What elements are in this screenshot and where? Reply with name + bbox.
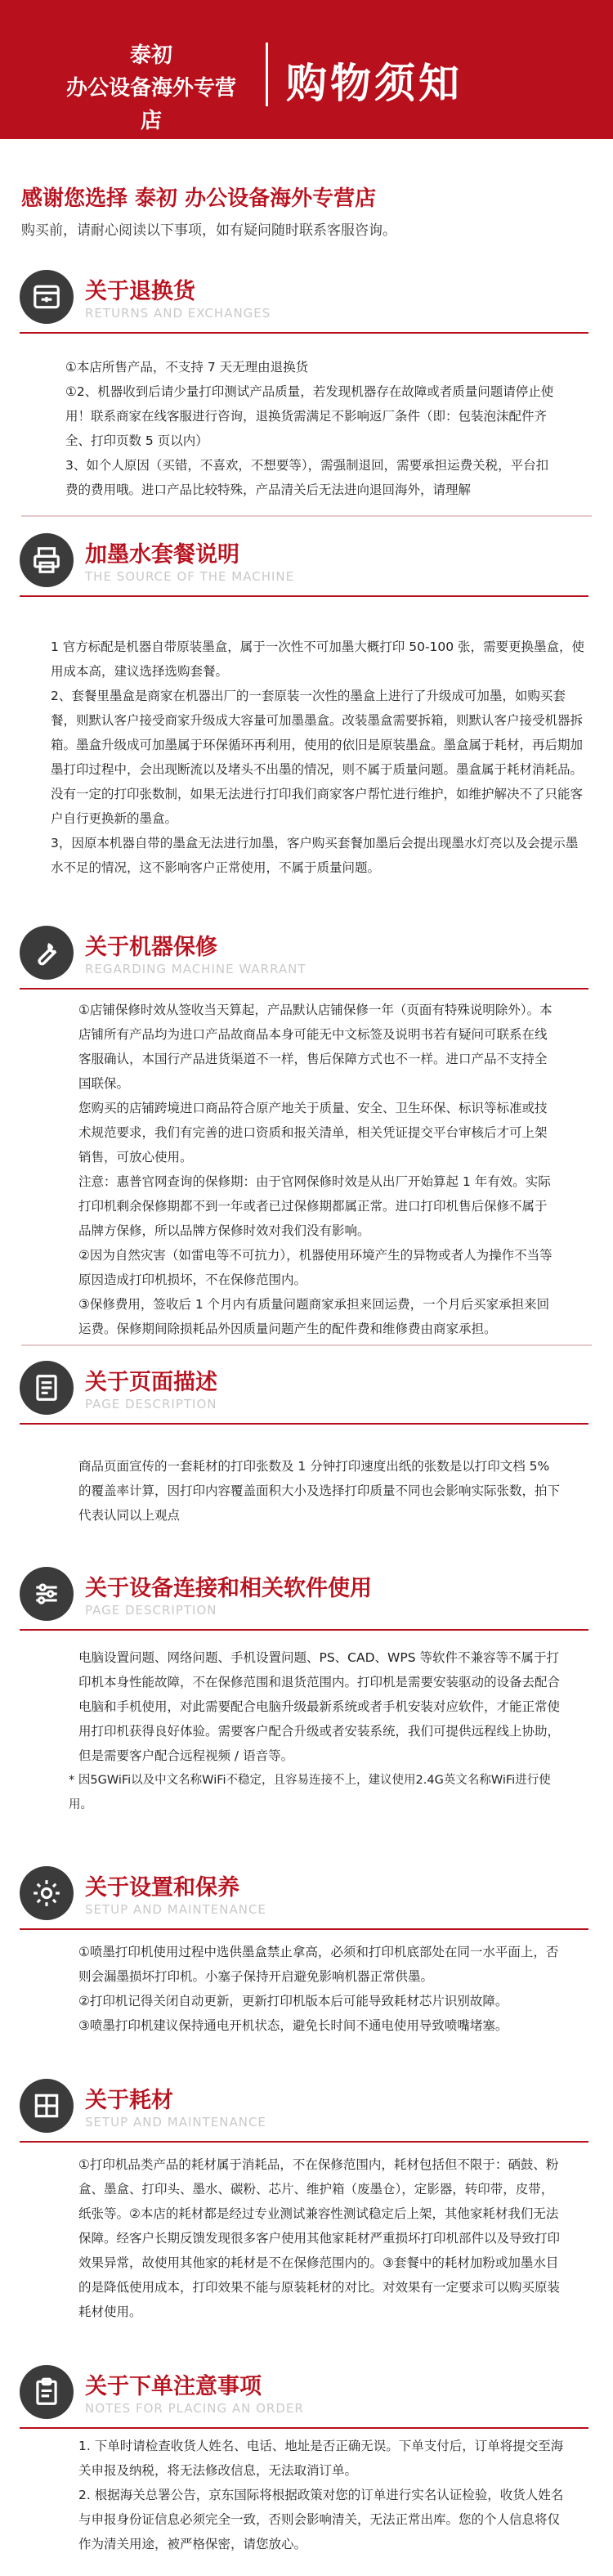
section-setup [0, 1856, 613, 2038]
clipboard-icon [20, 2365, 74, 2419]
printer-icon [20, 533, 74, 587]
store-name [57, 39, 245, 137]
section-separator [21, 1344, 592, 1346]
page-title: 购物须知 [286, 60, 463, 107]
section-order-notes [0, 2355, 613, 2556]
section-title: 关于设置和保养 [85, 1875, 239, 1901]
paragraph: 2、套餐里墨盒是商家在机器出厂的一套原装一次性的墨盒上进行了升级成可加墨，如购买套餐，则默认客户接受商家升级成大容量可加墨墨盒。改装墨盒需要拆箱，则默认客户接受机器拆箱。墨盒升级成可加墨属于环保循环再利用，使用的依旧是原装墨盒。墨盒属于耗材，再后期加墨打印过程中，会出现断流以及堵头不出墨的情况，则不属于质量问题。墨盒属于耗材消耗品。没有一定的打印张数制，如果无法进行打印我们商家客户帮忙进行维护，如维护解决不了只能客户自行更换新的墨盒。 [51, 689, 584, 826]
section-rule [82, 2427, 588, 2429]
paragraph: ②因为自然灾害（如雷电等不可抗力），机器使用环境产生的异物或者人为操作不当等原因造成打印机损坏，不在保修范围内。 [78, 1248, 553, 1287]
paragraph: 2. 根据海关总署公告，京东国际将根据政策对您的订单进行实名认证检验，收货人姓名与申报身份证信息必须完全一致，否则会影响清关，无法正常出库。您的个人信息将仅作为清关用途，被严格保密，请您放心。 [78, 2488, 564, 2551]
paragraph: ③保修费用，签收后 1 个月内有质量问题商家承担来回运费，一个月后买家承担来回运费。保修期间除损耗品外因质量问题产生的配件费和维修费由商家承担。 [78, 1297, 550, 1336]
section-subtitle: SETUP AND MAINTENANCE [85, 2115, 266, 2129]
section-subtitle: SETUP AND MAINTENANCE [85, 1902, 266, 1917]
section-connection [0, 1557, 613, 1817]
section-header [0, 1351, 613, 1425]
section-header [0, 1856, 613, 1930]
sliders-icon [20, 1567, 74, 1621]
section-body [0, 597, 613, 880]
paragraph: 3，因原本机器自带的墨盒无法进行加墨，客户购买套餐加墨后会提出现墨水灯亮以及会提示墨水不足的情况，这不影响客户正常使用，不属于质量问题。 [51, 836, 579, 875]
paragraph: ①店铺保修时效从签收当天算起，产品默认店铺保修一年（页面有特殊说明除外）。本店铺所有产品均为进口产品故商品本身可能无中文标签及说明书若有疑问可联系在线客服确认，本国行产品进货渠道不一样，售后保障方式也不一样。进口产品不支持全国联保。 [78, 1003, 553, 1091]
section-title: 关于机器保修 [85, 935, 217, 960]
wrench-icon [20, 926, 74, 980]
section-subtitle: NOTES FOR PLACING AN ORDER [85, 2401, 304, 2416]
section-rule [82, 1629, 588, 1631]
section-title: 关于页面描述 [85, 1370, 217, 1395]
section-body [0, 334, 613, 502]
section-rule [82, 595, 588, 597]
section-title: 关于退换货 [85, 279, 195, 304]
section-consumables [0, 2069, 613, 2324]
section-subtitle: PAGE DESCRIPTION [85, 1603, 217, 1618]
section-rule [82, 332, 588, 334]
section-header [0, 523, 613, 597]
section-rule [82, 1928, 588, 1930]
section-subtitle: RETURNS AND EXCHANGES [85, 306, 271, 321]
document-icon [20, 1361, 74, 1415]
grid-icon [20, 2079, 74, 2133]
section-page-description [0, 1351, 613, 1528]
section-header [0, 1557, 613, 1631]
paragraph: ①2、机器收到后请少量打印测试产品质量，若发现机器存在故障或者质量问题请停止使用！联系商家在线客服进行咨询，退换货需满足不影响返厂条件（即：包装泡沫配件齐全、打印页数 5 页以内） [65, 384, 554, 448]
section-body [0, 2143, 613, 2324]
store-name-line1: 泰初 [129, 43, 172, 68]
section-title: 关于下单注意事项 [85, 2374, 262, 2399]
section-subtitle: PAGE DESCRIPTION [85, 1397, 217, 1411]
paragraph: ①打印机品类产品的耗材属于消耗品，不在保修范围内，耗材包括但不限于：硒鼓、粉盒、墨盒、打印头、墨水、碳粉、芯片、维护箱（废墨仓），定影器，转印带，皮带，纸张等。②本店的耗材都是经过专业测试兼容性测试稳定后上架，其他家耗材我们无法保障。经客户长期反馈发现很多客户使用其他家耗材严重损坏打印机部件以及导致打印效果异常，故使用其他家的耗材是不在保修范围内的。③套餐中的耗材加粉或加墨水目的是降低使用成本，打印效果不能与原装耗材的对比。对效果有一定要求可以购买原装耗材使用。 [78, 2157, 561, 2319]
section-body [0, 1425, 613, 1528]
section-header [0, 916, 613, 990]
section-rule [82, 988, 588, 990]
section-rule [82, 1423, 588, 1425]
intro [21, 182, 593, 239]
intro-title: 感谢您选择 泰初 办公设备海外专营店 [21, 186, 377, 211]
section-subtitle: THE SOURCE OF THE MACHINE [85, 569, 295, 584]
header-banner [0, 0, 613, 139]
section-title: 关于耗材 [85, 2088, 173, 2113]
section-rule [82, 2141, 588, 2143]
paragraph: 3、如个人原因（买错，不喜欢，不想要等），需强制退回，需要承担运费关税，平台扣费的费用哦。进口产品比较特殊，产品清关后无法进向退回海外，请理解 [65, 458, 549, 497]
section-subtitle: REGARDING MACHINE WARRANT [85, 962, 306, 976]
banner-divider [266, 43, 268, 106]
paragraph: ①本店所售产品，不支持 7 天无理由退换货 [65, 360, 309, 375]
section-header [0, 2069, 613, 2143]
section-body [0, 990, 613, 1341]
section-ink-package [0, 523, 613, 880]
section-header [0, 2355, 613, 2429]
section-body [0, 2429, 613, 2556]
return-box-icon [20, 270, 74, 324]
section-returns [0, 260, 613, 502]
section-title: 关于设备连接和相关软件使用 [85, 1576, 372, 1601]
section-body [0, 1631, 613, 1817]
paragraph: * 因5GWiFi以及中文名称WiFi不稳定，且容易连接不上，建议使用2.4G英文名称WiFi进行使用。 [69, 1774, 551, 1811]
intro-subtitle: 购买前，请耐心阅读以下事项，如有疑问随时联系客服咨询。 [21, 222, 396, 239]
paragraph: 1. 下单时请检查收货人姓名、电话、地址是否正确无误。下单支付后，订单将提交至海关申报及纳税，将无法修改信息，无法取消订单。 [78, 2439, 564, 2478]
gear-icon [20, 1866, 74, 1920]
section-title: 加墨水套餐说明 [85, 542, 239, 568]
paragraph: 您购买的店铺跨境进口商品符合原产地关于质量、安全、卫生环保、标识等标准或技术规范要求，我们有完善的进口资质和报关清单，相关凭证提交平台审核后才可上架销售，可放心使用。 [78, 1101, 548, 1165]
paragraph: 电脑设置问题、网络问题、手机设置问题、PS、CAD、WPS 等软件不兼容等不属于打印机本身性能故障，不在保修范围和退货范围内。打印机是需要安装驱动的设备去配合电脑和手机使用，对此需要配合电脑升级最新系统或者手机安装对应软件，才能正常使用打印机获得良好体验。需要客户配合升级或者安装系统，我们可提供远程线上协助，但是需要客户配合远程视频 / 语音等。 [78, 1650, 561, 1763]
paragraph: ①喷墨打印机使用过程中选供墨盒禁止拿高，必须和打印机底部处在同一水平面上，否则会漏墨损坏打印机。小塞子保持开启避免影响机器正常供墨。 [78, 1945, 559, 1984]
section-separator [21, 515, 592, 517]
paragraph: 注意：惠普官网查询的保修期：由于官网保修时效是从出厂开始算起 1 年有效。实际打印机剩余保修期都不到一年或者已过保修期都属正常。进口打印机售后保修不属于品牌方保修，所以品牌方保修时效对我们没有影响。 [78, 1174, 551, 1238]
paragraph: ③喷墨打印机建议保持通电开机状态，避免长时间不通电使用导致喷嘴堵塞。 [78, 2018, 508, 2033]
section-header [0, 260, 613, 334]
section-body [0, 1930, 613, 2038]
paragraph: 商品页面宣传的一套耗材的打印张数及 1 分钟打印速度出纸的张数是以打印文档 5% 的覆盖率计算，因打印内容覆盖面积大小及选择打印质量不同也会影响实际张数，拍下代表认同以上观点 [78, 1459, 561, 1523]
paragraph: ②打印机记得关闭自动更新，更新打印机版本后可能导致耗材芯片识别故障。 [78, 1994, 508, 2008]
section-warranty [0, 916, 613, 1341]
paragraph: 1 官方标配是机器自带原装墨盒，属于一次性不可加墨大概打印 50-100 张，需要更换墨盒，使用成本高，建议选择选购套餐。 [51, 640, 585, 679]
store-name-line2: 办公设备海外专营店 [65, 76, 236, 133]
